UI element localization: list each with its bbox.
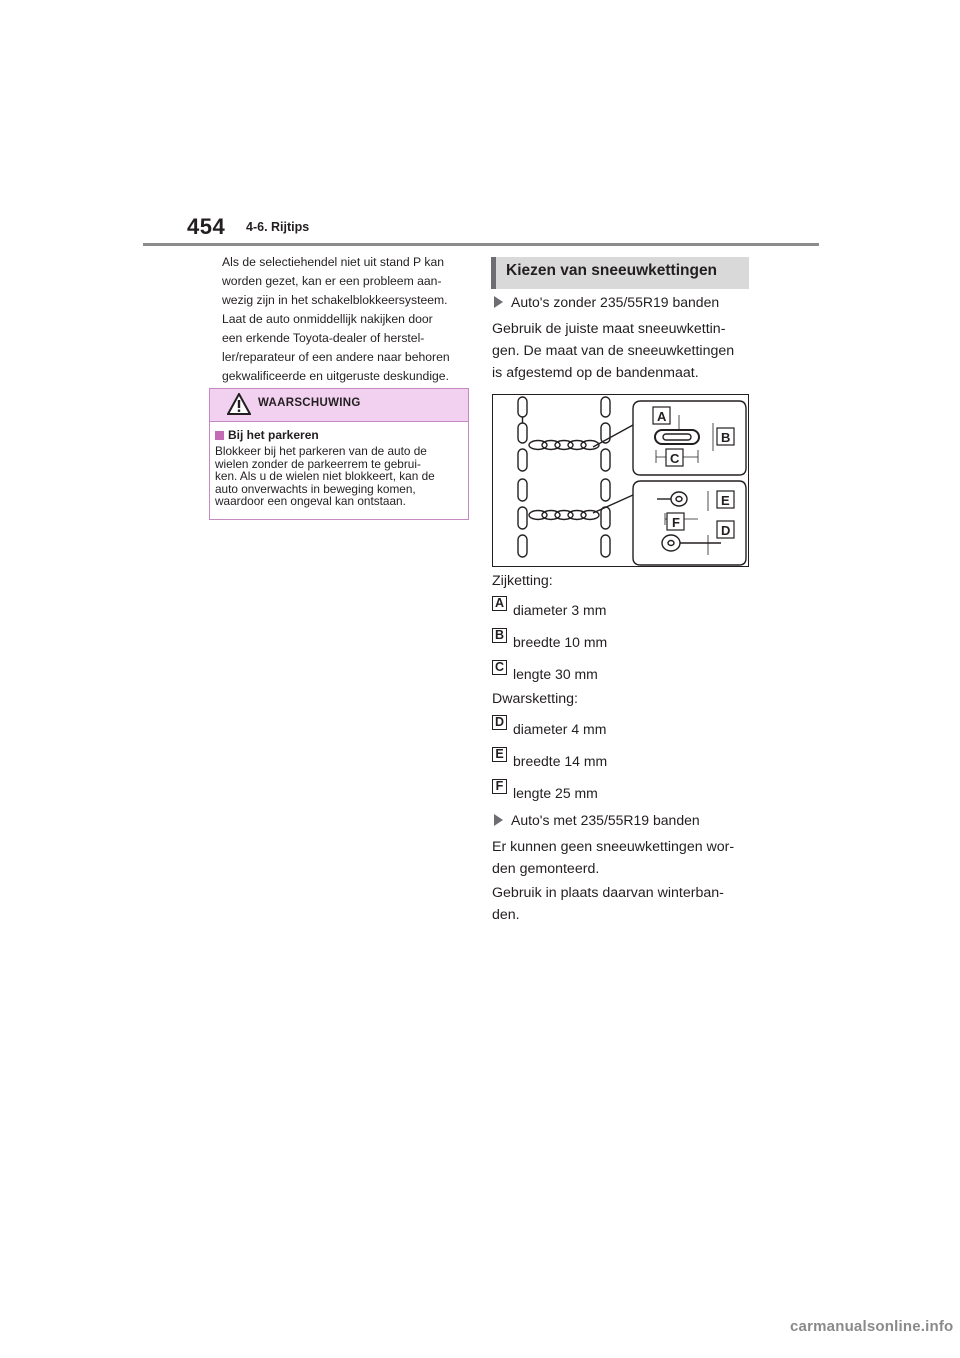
paragraph-line: Gebruik de juiste maat sneeuwkettin- [492,321,726,337]
diagram-label-c-text: C [670,451,680,466]
warning-title: WAARSCHUWING [258,397,361,409]
right-side-chain [601,397,610,557]
intro-line: gekwalificeerde en uitgeruste deskundige. [222,369,449,383]
diagram-label-a [653,407,670,424]
watermark-logo: carmanualsonline.info [790,1318,954,1335]
page-number: 454 [187,214,226,239]
diagram-label-f-text: F [672,515,680,530]
legend-letter-a: A [492,596,507,611]
legend-letter-d: D [492,715,507,730]
paragraph-chain-size [492,318,757,384]
section-reference: 4-6. Rijtips [246,220,310,234]
arrow-bullet-icon [494,814,503,826]
paragraph-line: is afgestemd op de bandenmaat. [492,365,699,381]
legend-text-e: breedte 14 mm [513,753,608,769]
side-chain-heading: Zijketting: [492,573,553,589]
warning-line: ken. Als u de wielen niet blokkeert, kan de [215,469,435,483]
diagram-label-c [666,449,683,466]
intro-line: worden gezet, kan er een probleem aan- [222,274,442,288]
diagram-label-d-text: D [721,523,731,538]
legend-row-e [492,747,608,769]
condition-item-2 [494,812,700,828]
diagram-label-e-text: E [721,493,730,508]
intro-line: wezig zijn in het schakelblokkeersysteem. [222,293,448,307]
callout-pointer-lower [593,495,633,513]
paragraph-line: Gebruik in plaats daarvan winterban- [492,885,724,901]
legend-text-f: lengte 25 mm [513,785,598,801]
diagram-label-e [717,491,734,508]
legend-row-d [492,715,607,737]
paragraph-line: Er kunnen geen sneeuwkettingen wor- [492,839,735,855]
header-divider [143,243,819,246]
snow-chain-diagram [492,394,749,567]
condition-item-text: Auto's met 235/55R19 banden [511,812,700,828]
snow-chain-illustration [493,395,749,567]
paragraph-line: den. [492,907,520,923]
legend-row-f [492,779,598,801]
upper-cross-chain [529,441,599,450]
legend-letter-b: B [492,628,507,643]
paragraph-no-chains [492,836,757,880]
section-heading [491,257,749,289]
legend-row-a [492,596,607,618]
diagram-label-a-text: A [657,409,667,424]
diagram-label-d [717,521,734,538]
legend-letter-f: F [492,779,507,794]
paragraph-winter-tires [492,882,757,926]
section-heading-text: Kiezen van sneeuwkettingen [506,262,718,279]
warning-subtitle [215,428,468,442]
warning-box [209,388,469,520]
legend-letter-c: C [492,660,507,675]
warning-line: wielen zonder de parkeerrem te gebrui- [215,456,421,471]
warning-line: auto onverwachts in beweging komen, [215,481,416,496]
callout-pointer-upper [593,425,633,447]
legend-text-a: diameter 3 mm [513,602,607,618]
lower-cross-chain [529,511,599,520]
legend-row-c [492,660,598,682]
legend-letter-e: E [492,747,507,762]
warning-header [210,389,468,422]
diagram-label-b [717,428,734,445]
condition-item-1 [494,294,719,310]
paragraph-line: den gemonteerd. [492,861,600,877]
legend-text-b: breedte 10 mm [513,634,608,650]
warning-line: Blokkeer bij het parkeren van de auto de [215,444,427,458]
square-bullet-icon [215,431,224,440]
legend-text-d: diameter 4 mm [513,721,607,737]
intro-line: Als de selectiehendel niet uit stand P kan [222,255,445,269]
intro-line: een erkende Toyota-dealer of herstel- [222,331,425,345]
diagram-label-f [667,513,684,530]
warning-text [215,445,462,508]
legend-row-b [492,628,608,650]
warning-subtitle-text: Bij het parkeren [228,428,319,442]
diagram-label-b-text: B [721,430,731,445]
legend-text-c: lengte 30 mm [513,666,598,682]
left-side-chain [518,397,527,557]
intro-paragraph [222,253,472,386]
intro-line: ler/reparateur of een andere naar behoren [222,350,450,364]
intro-line: Laat de auto onmiddellijk nakijken door [222,312,433,326]
condition-item-text: Auto's zonder 235/55R19 banden [511,294,720,310]
paragraph-line: gen. De maat van de sneeuwkettingen [492,343,735,359]
cross-chain-heading: Dwarsketting: [492,691,578,707]
warning-triangle-icon [227,393,251,415]
arrow-bullet-icon [494,296,503,308]
warning-line: waardoor een ongeval kan ontstaan. [215,494,406,508]
